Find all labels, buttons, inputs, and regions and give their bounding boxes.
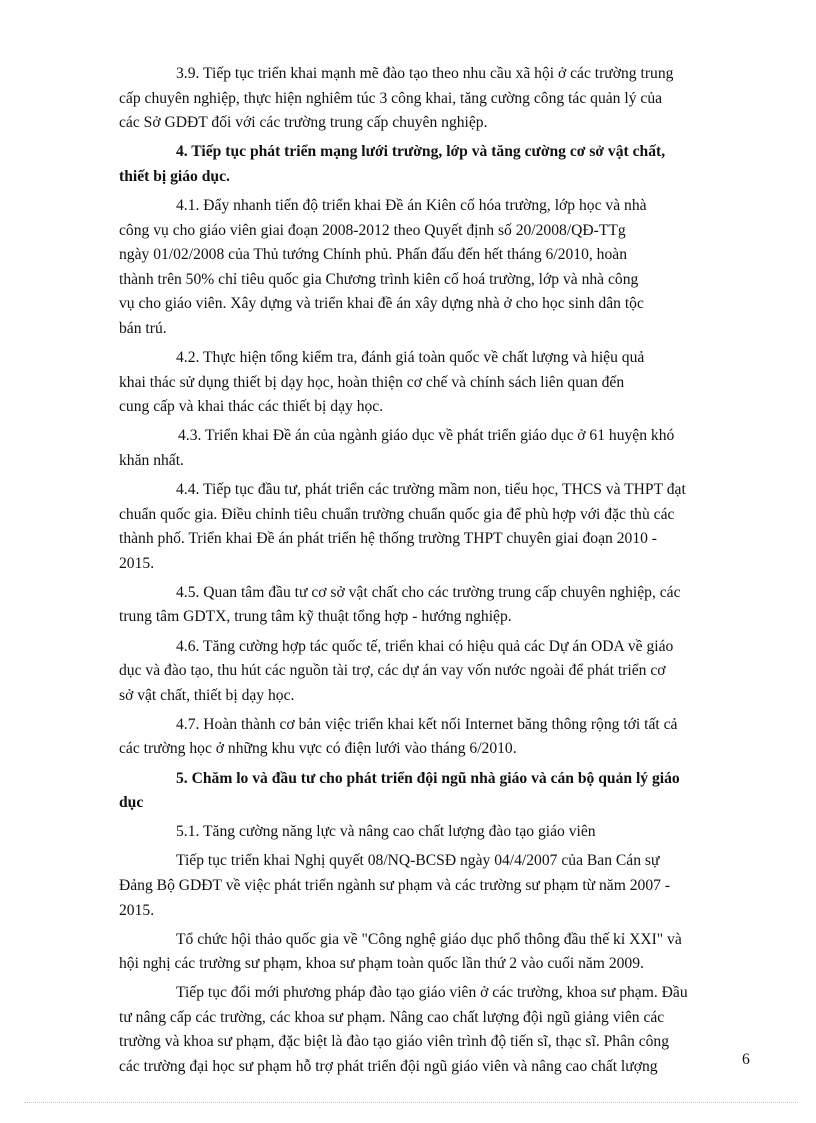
paragraph-4-7: 4.7. Hoàn thành cơ bản việc triển khai kết nối Internet băng thông rộng tới tất cả các trường học ở những khu vực có điện lưới vào tháng 6/2010. [119,715,678,758]
paragraph-4-1: 4.1. Đẩy nhanh tiến độ triển khai Đề án Kiên cố hóa trường, lớp học và nhà công vụ cho giáo viên giai đoạn 2008-2012 theo Quyết định số 20/2008/QĐ-TTg ngày 01/02/2008 của Thủ tướng Chính phủ. Phấn đấu đến hết tháng 6/2010, hoàn thành trên 50% chỉ tiêu quốc gia Chương trình kiên cố hoá trường, lớp và nhà công vụ cho giáo viên. Xây dựng và triển khai đề án xây dựng nhà ở cho học sinh dân tộc bán trú. [119,196,647,337]
paragraph-5-1: 5.1. Tăng cường năng lực và nâng cao chất lượng đào tạo giáo viên [176,823,596,841]
heading-section-4: 4. Tiếp tục phát triển mạng lưới trường, lớp và tăng cường cơ sở vật chất, thiết bị giáo dục. [119,143,666,185]
paragraph-4-6: 4.6. Tăng cường hợp tác quốc tế, triển khai có hiệu quả các Dự án ODA về giáo dục và đào tạo, thu hút các nguồn tài trợ, các dự án vay vốn nước ngoài để phát triển cơ sở vật chất, thiết bị dạy học. [119,637,674,704]
document-page [119,62,753,1084]
heading-section-5: 5. Chăm lo và đầu tư cho phát triển đội ngũ nhà giáo và cán bộ quản lý giáo dục [119,769,680,812]
paragraph-hoi-thao: Tổ chức hội thảo quốc gia về "Công nghệ giáo dục phổ thông đầu thế kỉ XXI" và hội nghị các trường sư phạm, khoa sư phạm toàn quốc lần thứ 2 vào cuối năm 2009. [119,930,682,973]
page-bottom-divider [24,1102,798,1103]
paragraph-4-5: 4.5. Quan tâm đầu tư cơ sở vật chất cho các trường trung cấp chuyên nghiệp, các trung tâm GDTX, trung tâm kỹ thuật tổng hợp - hướng nghiệp. [119,583,681,626]
paragraph-nghi-quyet: Tiếp tục triển khai Nghị quyết 08/NQ-BCSĐ ngày 04/4/2007 của Ban Cán sự Đảng Bộ GDĐT về việc phát triển ngành sư phạm và các trường sư phạm từ năm 2007 - 2015. [119,852,671,919]
paragraph-4-3: 4.3. Triển khai Đề án của ngành giáo dục về phát triển giáo dục ở 61 huyện khó khăn nhất. [119,427,675,469]
paragraph-doi-moi: Tiếp tục đổi mới phương pháp đào tạo giáo viên ở các trường, khoa sư phạm. Đầu tư nâng cấp các trường, các khoa sư phạm. Nâng cao chất lượng đội ngũ giảng viên các trường và khoa sư phạm, đặc biệt là đào tạo giáo viên trình độ tiến sĩ, thạc sĩ. Phân công các trường đại học sư phạm hỗ trợ phát triển đội ngũ giáo viên và nâng cao chất lượng [119,984,688,1076]
paragraph-4-4: 4.4. Tiếp tục đầu tư, phát triển các trường mầm non, tiểu học, THCS và THPT đạt chuẩn quốc gia. Điều chỉnh tiêu chuẩn trường chuẩn quốc gia để phù hợp với đặc thù các thành phố. Triển khai Đề án phát triển hệ thống trường THPT chuyên giai đoạn 2010 - 2015. [119,481,686,572]
paragraph-4-2: 4.2. Thực hiện tổng kiểm tra, đánh giá toàn quốc về chất lượng và hiệu quả khai thác sử dụng thiết bị dạy học, hoàn thiện cơ chế và chính sách liên quan đến cung cấp và khai thác các thiết bị dạy học. [119,349,645,416]
page-number: 6 [742,1051,750,1068]
paragraph-3-9: 3.9. Tiếp tục triển khai mạnh mẽ đào tạo theo nhu cầu xã hội ở các trường trung cấp chuyên nghiệp, thực hiện nghiêm túc 3 công khai, tăng cường công tác quản lý của các Sở GDĐT đối với các trường trung cấp chuyên nghiệp. [119,65,674,132]
